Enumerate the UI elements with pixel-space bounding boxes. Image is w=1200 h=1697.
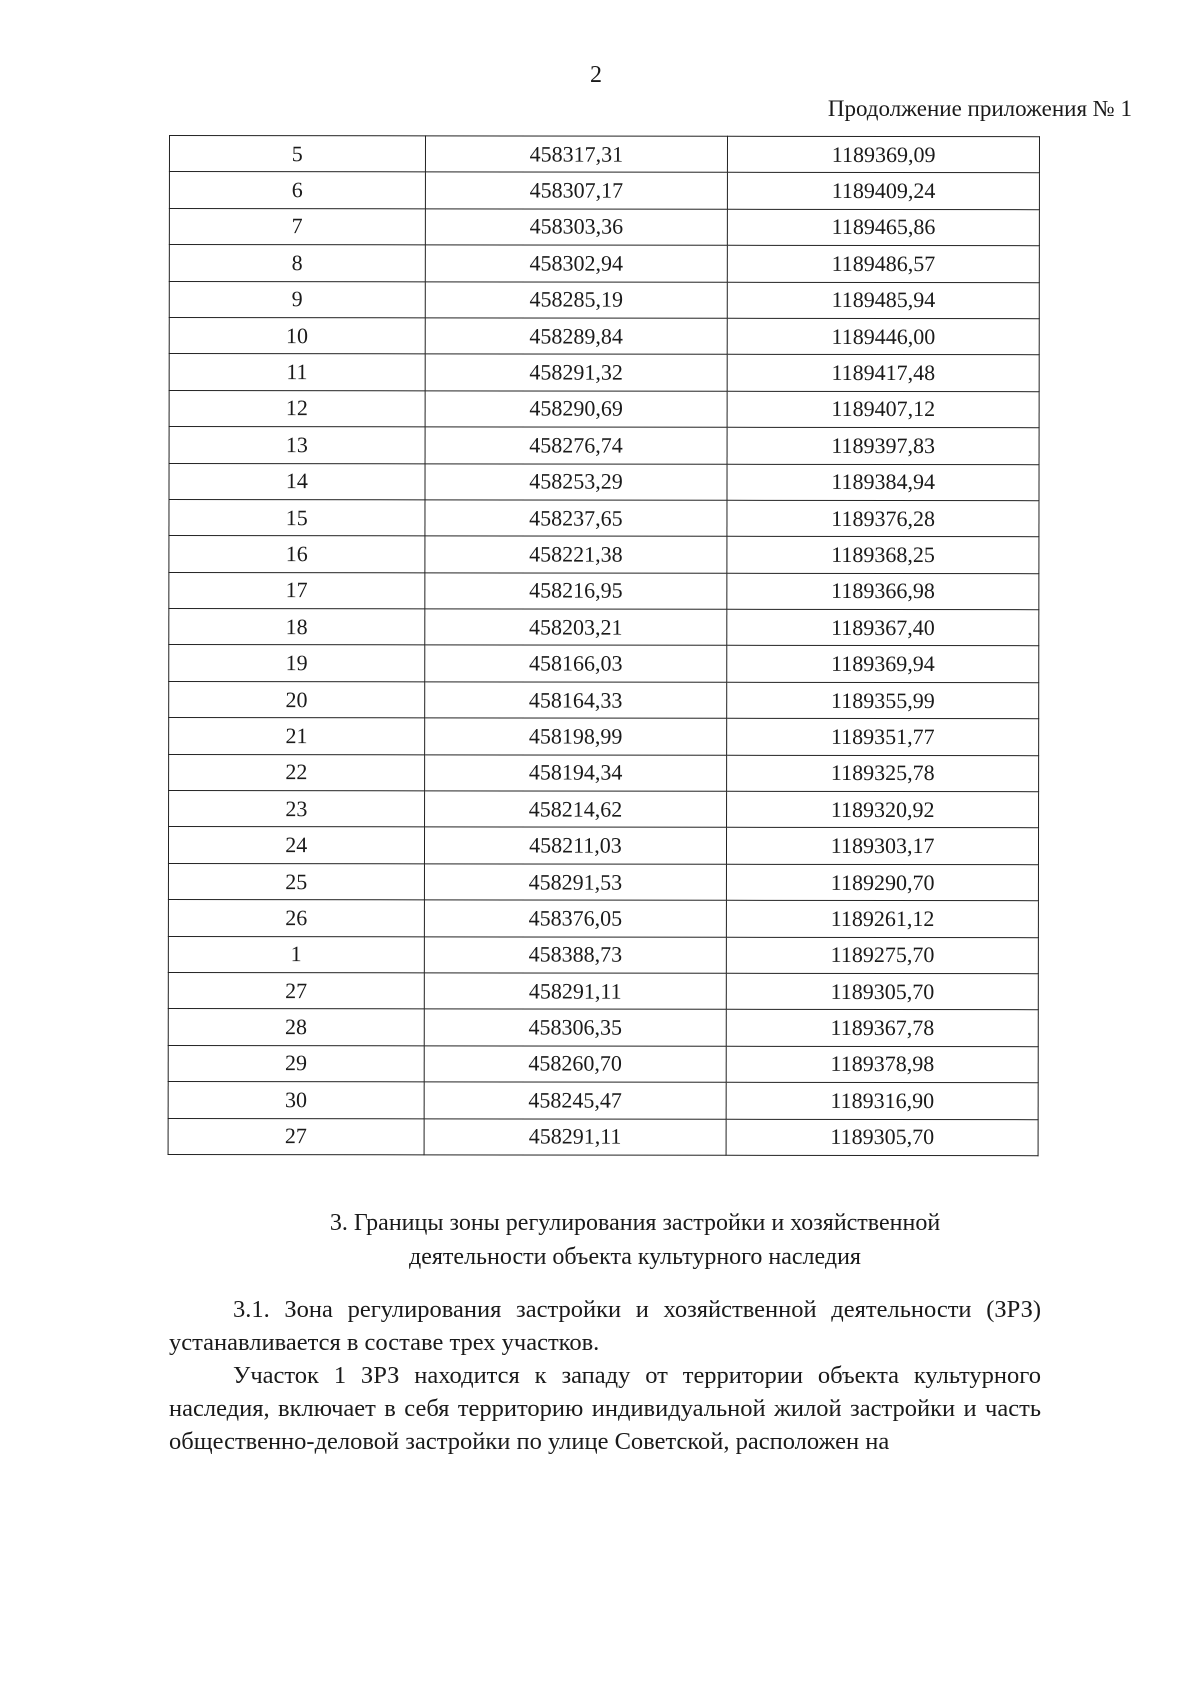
table-row bbox=[169, 172, 1039, 210]
paragraph-plot-1 bbox=[169, 1359, 1041, 1458]
point-number-cell: 27 bbox=[168, 972, 424, 1009]
point-number-cell: 7 bbox=[169, 208, 425, 245]
point-number-cell: 23 bbox=[169, 791, 425, 828]
table-row bbox=[169, 499, 1039, 537]
table-row bbox=[169, 572, 1039, 610]
coordinates-table-body bbox=[168, 136, 1039, 1156]
x-coordinate-cell: 458260,70 bbox=[424, 1046, 727, 1083]
table-row bbox=[169, 281, 1039, 319]
x-coordinate-cell: 458194,34 bbox=[424, 754, 727, 791]
table-row bbox=[169, 645, 1039, 683]
x-coordinate-cell: 458211,03 bbox=[424, 827, 727, 864]
point-number-cell: 20 bbox=[169, 681, 425, 718]
x-coordinate-cell: 458203,21 bbox=[424, 609, 727, 646]
y-coordinate-cell: 1189316,90 bbox=[726, 1082, 1038, 1119]
point-number-cell: 16 bbox=[169, 536, 425, 573]
x-coordinate-cell: 458166,03 bbox=[424, 645, 727, 682]
x-coordinate-cell: 458289,84 bbox=[425, 318, 728, 355]
x-coordinate-cell: 458291,53 bbox=[424, 864, 727, 901]
x-coordinate-cell: 458303,36 bbox=[425, 209, 728, 246]
point-number-cell: 12 bbox=[169, 390, 425, 427]
x-coordinate-cell: 458291,11 bbox=[424, 1118, 727, 1155]
table-row bbox=[169, 609, 1039, 647]
table-row bbox=[169, 245, 1039, 283]
point-number-cell: 24 bbox=[168, 827, 424, 864]
table-row bbox=[168, 1082, 1038, 1120]
point-number-cell: 10 bbox=[169, 317, 425, 354]
coordinates-table bbox=[168, 135, 1040, 1156]
y-coordinate-cell: 1189305,70 bbox=[726, 1119, 1038, 1156]
point-number-cell: 13 bbox=[169, 427, 425, 464]
point-number-cell: 28 bbox=[168, 1009, 424, 1046]
y-coordinate-cell: 1189485,94 bbox=[728, 282, 1040, 319]
table-row bbox=[168, 972, 1038, 1010]
y-coordinate-cell: 1189486,57 bbox=[728, 245, 1040, 282]
point-number-cell: 6 bbox=[169, 172, 425, 209]
point-number-cell: 8 bbox=[169, 245, 425, 282]
x-coordinate-cell: 458285,19 bbox=[425, 281, 728, 318]
point-number-cell: 26 bbox=[168, 900, 424, 937]
x-coordinate-cell: 458253,29 bbox=[425, 463, 728, 500]
y-coordinate-cell: 1189417,48 bbox=[727, 355, 1039, 392]
x-coordinate-cell: 458216,95 bbox=[424, 573, 727, 610]
point-number-cell: 18 bbox=[169, 609, 425, 646]
point-number-cell: 11 bbox=[169, 354, 425, 391]
point-number-cell: 19 bbox=[169, 645, 425, 682]
x-coordinate-cell: 458317,31 bbox=[425, 136, 728, 173]
x-coordinate-cell: 458290,69 bbox=[425, 391, 728, 428]
y-coordinate-cell: 1189305,70 bbox=[727, 973, 1039, 1010]
x-coordinate-cell: 458307,17 bbox=[425, 172, 728, 209]
y-coordinate-cell: 1189369,94 bbox=[727, 646, 1039, 683]
y-coordinate-cell: 1189325,78 bbox=[727, 755, 1039, 792]
point-number-cell: 21 bbox=[169, 718, 425, 755]
table-row bbox=[169, 354, 1039, 392]
x-coordinate-cell: 458221,38 bbox=[425, 536, 728, 573]
table-row bbox=[168, 1118, 1038, 1156]
y-coordinate-cell: 1189446,00 bbox=[728, 318, 1040, 355]
section-title-line-1: 3. Границы зоны регулирования застройки и хозяйственной bbox=[329, 1210, 941, 1236]
y-coordinate-cell: 1189369,09 bbox=[728, 136, 1040, 173]
y-coordinate-cell: 1189303,17 bbox=[727, 828, 1039, 865]
x-coordinate-cell: 458164,33 bbox=[424, 682, 727, 719]
y-coordinate-cell: 1189275,70 bbox=[727, 937, 1039, 974]
y-coordinate-cell: 1189320,92 bbox=[727, 791, 1039, 828]
table-row bbox=[169, 681, 1039, 719]
section-title bbox=[200, 1206, 1070, 1274]
x-coordinate-cell: 458388,73 bbox=[424, 936, 727, 973]
table-row bbox=[169, 136, 1039, 174]
y-coordinate-cell: 1189355,99 bbox=[727, 682, 1039, 719]
y-coordinate-cell: 1189409,24 bbox=[728, 173, 1040, 210]
point-number-cell: 25 bbox=[168, 863, 424, 900]
y-coordinate-cell: 1189261,12 bbox=[727, 900, 1039, 937]
point-number-cell: 22 bbox=[169, 754, 425, 791]
x-coordinate-cell: 458291,32 bbox=[425, 354, 728, 391]
y-coordinate-cell: 1189376,28 bbox=[727, 500, 1039, 537]
section-title-line-2: деятельности объекта культурного наследия bbox=[409, 1244, 861, 1270]
y-coordinate-cell: 1189366,98 bbox=[727, 573, 1039, 610]
y-coordinate-cell: 1189367,40 bbox=[727, 609, 1039, 646]
y-coordinate-cell: 1189407,12 bbox=[727, 391, 1039, 428]
x-coordinate-cell: 458376,05 bbox=[424, 900, 727, 937]
y-coordinate-cell: 1189384,94 bbox=[727, 464, 1039, 501]
point-number-cell: 14 bbox=[169, 463, 425, 500]
table-row bbox=[169, 208, 1039, 246]
table-row bbox=[169, 427, 1039, 465]
x-coordinate-cell: 458302,94 bbox=[425, 245, 728, 282]
point-number-cell: 1 bbox=[168, 936, 424, 973]
point-number-cell: 27 bbox=[168, 1118, 424, 1155]
y-coordinate-cell: 1189465,86 bbox=[728, 209, 1040, 246]
table-row bbox=[168, 863, 1038, 901]
point-number-cell: 17 bbox=[169, 572, 425, 609]
point-number-cell: 15 bbox=[169, 499, 425, 536]
x-coordinate-cell: 458306,35 bbox=[424, 1009, 727, 1046]
table-row bbox=[168, 1009, 1038, 1047]
x-coordinate-cell: 458291,11 bbox=[424, 973, 727, 1010]
y-coordinate-cell: 1189378,98 bbox=[726, 1046, 1038, 1083]
x-coordinate-cell: 458214,62 bbox=[424, 791, 727, 828]
paragraph-3-1-text: 3.1. Зона регулирования застройки и хозяйственной деятельности (ЗРЗ) устанавливается в составе трех участков. bbox=[169, 1296, 1041, 1356]
table-row bbox=[168, 936, 1038, 974]
y-coordinate-cell: 1189290,70 bbox=[727, 864, 1039, 901]
table-row bbox=[168, 827, 1038, 865]
point-number-cell: 9 bbox=[169, 281, 425, 318]
x-coordinate-cell: 458237,65 bbox=[425, 500, 728, 537]
table-row bbox=[168, 900, 1038, 938]
table-row bbox=[169, 317, 1039, 355]
y-coordinate-cell: 1189351,77 bbox=[727, 719, 1039, 756]
table-row bbox=[169, 791, 1039, 829]
table-row bbox=[169, 536, 1039, 574]
page-number: 2 bbox=[590, 62, 602, 88]
table-row bbox=[169, 754, 1039, 792]
x-coordinate-cell: 458245,47 bbox=[424, 1082, 727, 1119]
paragraph-plot-1-text: Участок 1 ЗРЗ находится к западу от территории объекта культурного наследия, включает в себя территорию индивидуальной жилой застройки и часть общественно-деловой застройки по улице Советской, расположен на bbox=[169, 1362, 1041, 1455]
paragraph-3-1 bbox=[169, 1293, 1041, 1359]
point-number-cell: 5 bbox=[169, 136, 425, 173]
x-coordinate-cell: 458276,74 bbox=[425, 427, 728, 464]
continuation-label: Продолжение приложения № 1 bbox=[827, 96, 1132, 121]
y-coordinate-cell: 1189368,25 bbox=[727, 537, 1039, 574]
x-coordinate-cell: 458198,99 bbox=[424, 718, 727, 755]
point-number-cell: 30 bbox=[168, 1082, 424, 1119]
table-row bbox=[169, 718, 1039, 756]
table-row bbox=[169, 390, 1039, 428]
y-coordinate-cell: 1189397,83 bbox=[727, 427, 1039, 464]
point-number-cell: 29 bbox=[168, 1045, 424, 1082]
y-coordinate-cell: 1189367,78 bbox=[727, 1010, 1039, 1047]
table-row bbox=[169, 463, 1039, 501]
table-row bbox=[168, 1045, 1038, 1083]
